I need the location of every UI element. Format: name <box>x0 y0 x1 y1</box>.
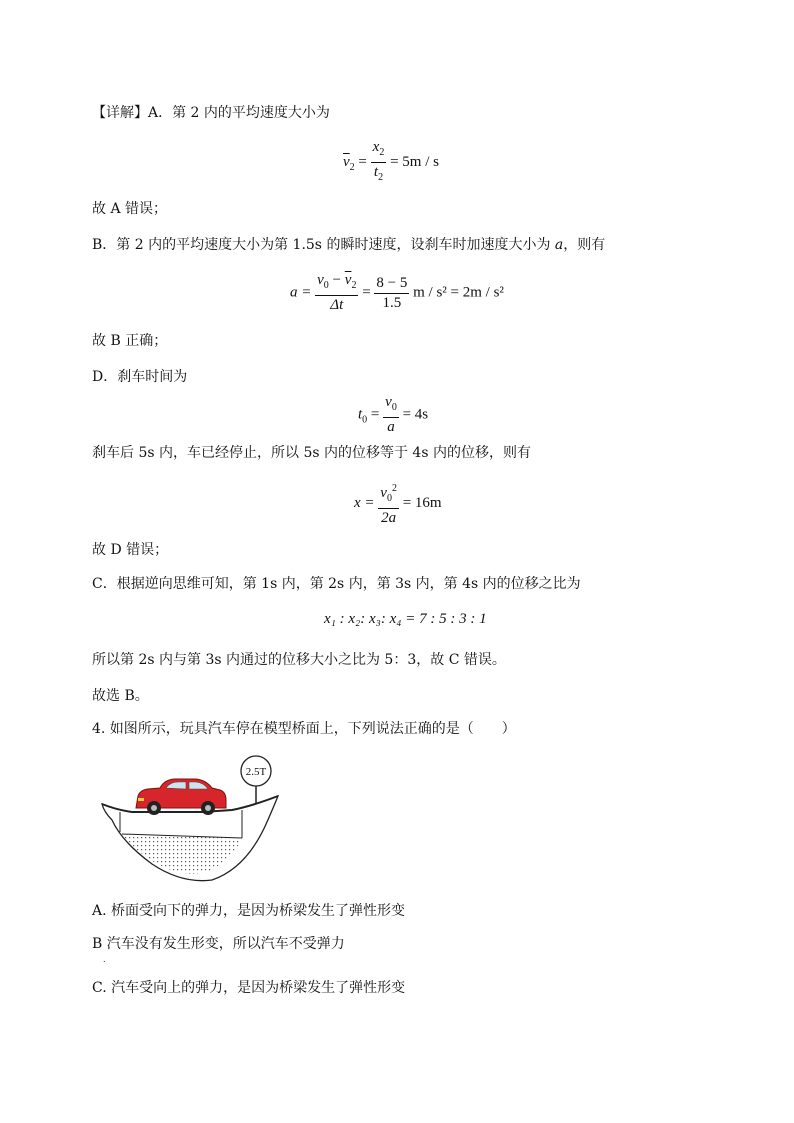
car-icon <box>136 779 226 815</box>
equation-ratio: x₁ : x₂: x₃: x₄ = 7 : 5 : 3 : 1 <box>324 611 487 627</box>
text-line-4: 故 B 正确； <box>92 333 168 349</box>
option-c: C. 汽车受向上的弹力，是因为桥梁发生了弹性形变 <box>92 980 406 996</box>
equation-acceleration: a = $\frac{v_0 - \overline{v}_2}{\Delta t}$ = $\frac{8 - 5}{1.5}$ m / s² = 2m / s² <box>290 272 504 313</box>
text-line-10: 故选 B。 <box>92 688 149 704</box>
text-line-8: C．根据逆向思维可知，第 1s 内，第 2s 内，第 3s 内，第 4s 内的位移之比为 <box>92 576 581 592</box>
text-line-9: 所以第 2s 内与第 3s 内通过的位移大小之比为 5：3，故 C 错误。 <box>92 652 506 668</box>
option-a: A. 桥面受向下的弹力，是因为桥梁发生了弹性形变 <box>92 903 406 919</box>
text-line-6: 刹车后 5s 内，车已经停止，所以 5s 内的位移等于 4s 内的位移，则有 <box>92 445 531 461</box>
text-line-7: 故 D 错误； <box>92 542 169 558</box>
equation-brake-time: $t_0$ = $\frac{v_0}{a}$ = 4s <box>358 394 429 435</box>
equation-displacement: x = $\frac{v_0^2}{2a}$ = 16m <box>354 479 442 528</box>
text-line-3: B．第 2 内的平均速度大小为第 1.5s 的瞬时速度，设刹车时加速度大小为 a，则有 <box>92 237 606 253</box>
text-line-5: D．刹车时间为 <box>92 369 188 385</box>
text-line-1: 【详解】A．第 2 内的平均速度大小为 <box>92 105 330 121</box>
bridge-car-figure <box>92 752 292 892</box>
question-4: 4. 如图所示，玩具汽车停在模型桥面上，下列说法正确的是（ ） <box>92 721 516 737</box>
equation-average-velocity: $\overline{v}_2$ = $\frac{x_2}{t_2}$ = 5m / s <box>343 139 439 183</box>
option-b: B 汽车没有发生形变，所以汽车不受弹力 <box>92 936 345 952</box>
stray-dot: . <box>103 955 106 964</box>
sign-label: 2.5T <box>245 766 267 778</box>
text-line-2: 故 A 错误； <box>92 201 168 217</box>
